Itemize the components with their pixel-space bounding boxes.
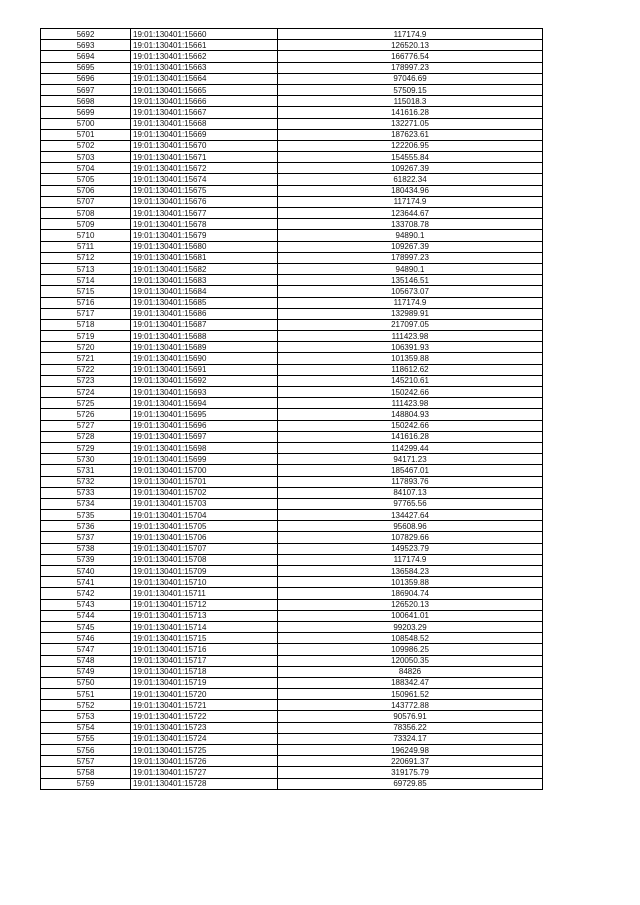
value-cell: 120050.35: [278, 655, 543, 666]
table-row: [41, 733, 543, 744]
value-cell: 117893.76: [278, 476, 543, 487]
cadastral-number-cell: 19:01:130401:15719: [131, 677, 278, 688]
value-cell: 57509.15: [278, 84, 543, 95]
value-cell: 109267.39: [278, 241, 543, 252]
cadastral-number-cell: 19:01:130401:15720: [131, 689, 278, 700]
table-row: [41, 185, 543, 196]
table-row: [41, 252, 543, 263]
value-cell: 61822.34: [278, 174, 543, 185]
row-number-cell: 5758: [41, 767, 131, 778]
cadastral-number-cell: 19:01:130401:15724: [131, 733, 278, 744]
value-cell: 134427.64: [278, 510, 543, 521]
table-row: [41, 62, 543, 73]
cadastral-number-cell: 19:01:130401:15665: [131, 84, 278, 95]
cadastral-number-cell: 19:01:130401:15709: [131, 566, 278, 577]
table-row: [41, 152, 543, 163]
cadastral-number-cell: 19:01:130401:15692: [131, 375, 278, 386]
row-number-cell: 5726: [41, 409, 131, 420]
value-cell: 111423.98: [278, 398, 543, 409]
cadastral-number-cell: 19:01:130401:15674: [131, 174, 278, 185]
table-row: [41, 767, 543, 778]
row-number-cell: 5757: [41, 756, 131, 767]
row-number-cell: 5753: [41, 711, 131, 722]
row-number-cell: 5714: [41, 275, 131, 286]
cadastral-number-cell: 19:01:130401:15687: [131, 319, 278, 330]
table-row: [41, 219, 543, 230]
value-cell: 105673.07: [278, 286, 543, 297]
value-cell: 141616.28: [278, 107, 543, 118]
value-cell: 97765.56: [278, 498, 543, 509]
row-number-cell: 5746: [41, 633, 131, 644]
table-row: [41, 263, 543, 274]
value-cell: 196249.98: [278, 745, 543, 756]
value-cell: 136584.23: [278, 566, 543, 577]
value-cell: 133708.78: [278, 219, 543, 230]
row-number-cell: 5712: [41, 252, 131, 263]
row-number-cell: 5739: [41, 554, 131, 565]
cadastral-number-cell: 19:01:130401:15691: [131, 364, 278, 375]
table-row: [41, 633, 543, 644]
table-row: [41, 588, 543, 599]
row-number-cell: 5745: [41, 621, 131, 632]
value-cell: 187623.61: [278, 129, 543, 140]
cadastral-number-cell: 19:01:130401:15683: [131, 275, 278, 286]
cadastral-number-cell: 19:01:130401:15702: [131, 487, 278, 498]
table-row: [41, 745, 543, 756]
table-row: [41, 84, 543, 95]
table-row: [41, 29, 543, 40]
cadastral-number-cell: 19:01:130401:15693: [131, 387, 278, 398]
row-number-cell: 5749: [41, 666, 131, 677]
table-row: [41, 129, 543, 140]
value-cell: 319175.79: [278, 767, 543, 778]
row-number-cell: 5738: [41, 543, 131, 554]
value-cell: 90576.91: [278, 711, 543, 722]
value-cell: 94890.1: [278, 230, 543, 241]
row-number-cell: 5732: [41, 476, 131, 487]
table-row: [41, 319, 543, 330]
table-row: [41, 778, 543, 789]
value-cell: 217097.05: [278, 319, 543, 330]
table-row: [41, 40, 543, 51]
row-number-cell: 5743: [41, 599, 131, 610]
cadastral-number-cell: 19:01:130401:15685: [131, 297, 278, 308]
row-number-cell: 5740: [41, 566, 131, 577]
value-cell: 150961.52: [278, 689, 543, 700]
table-row: [41, 722, 543, 733]
row-number-cell: 5727: [41, 420, 131, 431]
table-row: [41, 196, 543, 207]
row-number-cell: 5756: [41, 745, 131, 756]
value-cell: 84826: [278, 666, 543, 677]
row-number-cell: 5701: [41, 129, 131, 140]
cadastral-number-cell: 19:01:130401:15711: [131, 588, 278, 599]
row-number-cell: 5716: [41, 297, 131, 308]
row-number-cell: 5748: [41, 655, 131, 666]
table-row: [41, 375, 543, 386]
value-cell: 95608.96: [278, 521, 543, 532]
table-row: [41, 521, 543, 532]
table-row: [41, 644, 543, 655]
table-row: [41, 666, 543, 677]
table-row: [41, 331, 543, 342]
row-number-cell: 5718: [41, 319, 131, 330]
cadastral-number-cell: 19:01:130401:15684: [131, 286, 278, 297]
cadastral-number-cell: 19:01:130401:15678: [131, 219, 278, 230]
cadastral-number-cell: 19:01:130401:15661: [131, 40, 278, 51]
row-number-cell: 5706: [41, 185, 131, 196]
cadastral-number-cell: 19:01:130401:15660: [131, 29, 278, 40]
row-number-cell: 5694: [41, 51, 131, 62]
value-cell: 78356.22: [278, 722, 543, 733]
value-cell: 145210.61: [278, 375, 543, 386]
cadastral-number-cell: 19:01:130401:15677: [131, 208, 278, 219]
table-row: [41, 442, 543, 453]
value-cell: 108548.52: [278, 633, 543, 644]
row-number-cell: 5747: [41, 644, 131, 655]
table-row: [41, 409, 543, 420]
row-number-cell: 5755: [41, 733, 131, 744]
row-number-cell: 5723: [41, 375, 131, 386]
cadastral-number-cell: 19:01:130401:15670: [131, 140, 278, 151]
row-number-cell: 5708: [41, 208, 131, 219]
row-number-cell: 5715: [41, 286, 131, 297]
table-row: [41, 275, 543, 286]
table-row: [41, 297, 543, 308]
row-number-cell: 5711: [41, 241, 131, 252]
row-number-cell: 5731: [41, 465, 131, 476]
cadastral-number-cell: 19:01:130401:15688: [131, 331, 278, 342]
value-cell: 132989.91: [278, 308, 543, 319]
row-number-cell: 5722: [41, 364, 131, 375]
cadastral-number-cell: 19:01:130401:15714: [131, 621, 278, 632]
cadastral-number-cell: 19:01:130401:15721: [131, 700, 278, 711]
table-row: [41, 241, 543, 252]
row-number-cell: 5742: [41, 588, 131, 599]
cadastral-number-cell: 19:01:130401:15712: [131, 599, 278, 610]
table-row: [41, 107, 543, 118]
table-row: [41, 364, 543, 375]
table-row: [41, 465, 543, 476]
row-number-cell: 5713: [41, 263, 131, 274]
row-number-cell: 5709: [41, 219, 131, 230]
value-cell: 107829.66: [278, 532, 543, 543]
table-row: [41, 756, 543, 767]
value-cell: 94171.23: [278, 454, 543, 465]
value-cell: 115018.3: [278, 96, 543, 107]
cadastral-number-cell: 19:01:130401:15679: [131, 230, 278, 241]
cadastral-number-cell: 19:01:130401:15662: [131, 51, 278, 62]
table-row: [41, 420, 543, 431]
cadastral-number-cell: 19:01:130401:15667: [131, 107, 278, 118]
cadastral-number-cell: 19:01:130401:15672: [131, 163, 278, 174]
cadastral-number-cell: 19:01:130401:15669: [131, 129, 278, 140]
cadastral-number-cell: 19:01:130401:15727: [131, 767, 278, 778]
cadastral-number-cell: 19:01:130401:15707: [131, 543, 278, 554]
table-row: [41, 677, 543, 688]
value-cell: 100641.01: [278, 610, 543, 621]
cadastral-number-cell: 19:01:130401:15713: [131, 610, 278, 621]
value-cell: 148804.93: [278, 409, 543, 420]
row-number-cell: 5725: [41, 398, 131, 409]
table-row: [41, 655, 543, 666]
row-number-cell: 5707: [41, 196, 131, 207]
cadastral-number-cell: 19:01:130401:15689: [131, 342, 278, 353]
table-row: [41, 577, 543, 588]
table-row: [41, 286, 543, 297]
table-row: [41, 554, 543, 565]
cadastral-number-cell: 19:01:130401:15668: [131, 118, 278, 129]
row-number-cell: 5695: [41, 62, 131, 73]
table-row: [41, 230, 543, 241]
table-row: [41, 700, 543, 711]
value-cell: 101359.88: [278, 577, 543, 588]
cadastral-number-cell: 19:01:130401:15663: [131, 62, 278, 73]
cadastral-number-cell: 19:01:130401:15723: [131, 722, 278, 733]
table-row: [41, 118, 543, 129]
row-number-cell: 5729: [41, 442, 131, 453]
table-body: [41, 29, 543, 790]
value-cell: 73324.17: [278, 733, 543, 744]
cadastral-number-cell: 19:01:130401:15725: [131, 745, 278, 756]
value-cell: 118612.62: [278, 364, 543, 375]
cadastral-number-cell: 19:01:130401:15708: [131, 554, 278, 565]
value-cell: 186904.74: [278, 588, 543, 599]
row-number-cell: 5703: [41, 152, 131, 163]
cadastral-number-cell: 19:01:130401:15715: [131, 633, 278, 644]
row-number-cell: 5721: [41, 353, 131, 364]
table-row: [41, 510, 543, 521]
row-number-cell: 5720: [41, 342, 131, 353]
table-row: [41, 711, 543, 722]
table-row: [41, 73, 543, 84]
value-cell: 188342.47: [278, 677, 543, 688]
value-cell: 180434.96: [278, 185, 543, 196]
value-cell: 69729.85: [278, 778, 543, 789]
cadastral-number-cell: 19:01:130401:15706: [131, 532, 278, 543]
table-row: [41, 566, 543, 577]
table-row: [41, 487, 543, 498]
table-row: [41, 163, 543, 174]
cadastral-number-cell: 19:01:130401:15697: [131, 431, 278, 442]
cadastral-number-cell: 19:01:130401:15728: [131, 778, 278, 789]
row-number-cell: 5751: [41, 689, 131, 700]
cadastral-number-cell: 19:01:130401:15666: [131, 96, 278, 107]
table-row: [41, 174, 543, 185]
cadastral-number-cell: 19:01:130401:15726: [131, 756, 278, 767]
value-cell: 99203.29: [278, 621, 543, 632]
row-number-cell: 5733: [41, 487, 131, 498]
cadastral-number-cell: 19:01:130401:15722: [131, 711, 278, 722]
value-cell: 111423.98: [278, 331, 543, 342]
value-cell: 178997.23: [278, 252, 543, 263]
cadastral-number-cell: 19:01:130401:15701: [131, 476, 278, 487]
table-row: [41, 454, 543, 465]
table-row: [41, 476, 543, 487]
value-cell: 150242.66: [278, 387, 543, 398]
cadastral-number-cell: 19:01:130401:15682: [131, 263, 278, 274]
row-number-cell: 5696: [41, 73, 131, 84]
row-number-cell: 5698: [41, 96, 131, 107]
value-cell: 106391.93: [278, 342, 543, 353]
table-row: [41, 387, 543, 398]
cadastral-number-cell: 19:01:130401:15690: [131, 353, 278, 364]
cadastral-number-cell: 19:01:130401:15680: [131, 241, 278, 252]
row-number-cell: 5735: [41, 510, 131, 521]
table-row: [41, 621, 543, 632]
value-cell: 126520.13: [278, 599, 543, 610]
value-cell: 97046.69: [278, 73, 543, 84]
cadastral-number-cell: 19:01:130401:15704: [131, 510, 278, 521]
cadastral-number-cell: 19:01:130401:15671: [131, 152, 278, 163]
row-number-cell: 5754: [41, 722, 131, 733]
table-row: [41, 308, 543, 319]
row-number-cell: 5699: [41, 107, 131, 118]
row-number-cell: 5724: [41, 387, 131, 398]
row-number-cell: 5741: [41, 577, 131, 588]
cadastral-number-cell: 19:01:130401:15698: [131, 442, 278, 453]
value-cell: 185467.01: [278, 465, 543, 476]
value-cell: 117174.9: [278, 554, 543, 565]
row-number-cell: 5693: [41, 40, 131, 51]
value-cell: 117174.9: [278, 297, 543, 308]
row-number-cell: 5710: [41, 230, 131, 241]
row-number-cell: 5702: [41, 140, 131, 151]
row-number-cell: 5734: [41, 498, 131, 509]
cadastral-number-cell: 19:01:130401:15696: [131, 420, 278, 431]
table-row: [41, 498, 543, 509]
data-table: [40, 28, 543, 790]
row-number-cell: 5737: [41, 532, 131, 543]
value-cell: 117174.9: [278, 29, 543, 40]
value-cell: 141616.28: [278, 431, 543, 442]
table-row: [41, 431, 543, 442]
row-number-cell: 5717: [41, 308, 131, 319]
table-row: [41, 208, 543, 219]
table-row: [41, 610, 543, 621]
row-number-cell: 5728: [41, 431, 131, 442]
value-cell: 126520.13: [278, 40, 543, 51]
value-cell: 178997.23: [278, 62, 543, 73]
table-row: [41, 599, 543, 610]
row-number-cell: 5705: [41, 174, 131, 185]
table-row: [41, 51, 543, 62]
table-row: [41, 342, 543, 353]
value-cell: 220691.37: [278, 756, 543, 767]
cadastral-number-cell: 19:01:130401:15718: [131, 666, 278, 677]
table-row: [41, 140, 543, 151]
row-number-cell: 5744: [41, 610, 131, 621]
value-cell: 122206.95: [278, 140, 543, 151]
value-cell: 154555.84: [278, 152, 543, 163]
row-number-cell: 5752: [41, 700, 131, 711]
cadastral-number-cell: 19:01:130401:15705: [131, 521, 278, 532]
value-cell: 101359.88: [278, 353, 543, 364]
cadastral-number-cell: 19:01:130401:15717: [131, 655, 278, 666]
table-row: [41, 353, 543, 364]
cadastral-number-cell: 19:01:130401:15700: [131, 465, 278, 476]
row-number-cell: 5700: [41, 118, 131, 129]
row-number-cell: 5697: [41, 84, 131, 95]
row-number-cell: 5730: [41, 454, 131, 465]
row-number-cell: 5736: [41, 521, 131, 532]
cadastral-number-cell: 19:01:130401:15675: [131, 185, 278, 196]
cadastral-number-cell: 19:01:130401:15694: [131, 398, 278, 409]
table-row: [41, 543, 543, 554]
row-number-cell: 5692: [41, 29, 131, 40]
row-number-cell: 5750: [41, 677, 131, 688]
table-row: [41, 398, 543, 409]
value-cell: 149523.79: [278, 543, 543, 554]
cadastral-number-cell: 19:01:130401:15699: [131, 454, 278, 465]
value-cell: 166776.54: [278, 51, 543, 62]
table-row: [41, 96, 543, 107]
row-number-cell: 5704: [41, 163, 131, 174]
row-number-cell: 5759: [41, 778, 131, 789]
table-row: [41, 689, 543, 700]
cadastral-number-cell: 19:01:130401:15664: [131, 73, 278, 84]
table-row: [41, 532, 543, 543]
value-cell: 114299.44: [278, 442, 543, 453]
cadastral-number-cell: 19:01:130401:15676: [131, 196, 278, 207]
value-cell: 117174.9: [278, 196, 543, 207]
value-cell: 84107.13: [278, 487, 543, 498]
cadastral-number-cell: 19:01:130401:15695: [131, 409, 278, 420]
value-cell: 143772.88: [278, 700, 543, 711]
value-cell: 132271.05: [278, 118, 543, 129]
value-cell: 109986.25: [278, 644, 543, 655]
cadastral-number-cell: 19:01:130401:15710: [131, 577, 278, 588]
cadastral-number-cell: 19:01:130401:15681: [131, 252, 278, 263]
value-cell: 150242.66: [278, 420, 543, 431]
cadastral-number-cell: 19:01:130401:15686: [131, 308, 278, 319]
value-cell: 123644.67: [278, 208, 543, 219]
cadastral-number-cell: 19:01:130401:15716: [131, 644, 278, 655]
value-cell: 94890.1: [278, 263, 543, 274]
value-cell: 135146.51: [278, 275, 543, 286]
cadastral-number-cell: 19:01:130401:15703: [131, 498, 278, 509]
row-number-cell: 5719: [41, 331, 131, 342]
value-cell: 109267.39: [278, 163, 543, 174]
